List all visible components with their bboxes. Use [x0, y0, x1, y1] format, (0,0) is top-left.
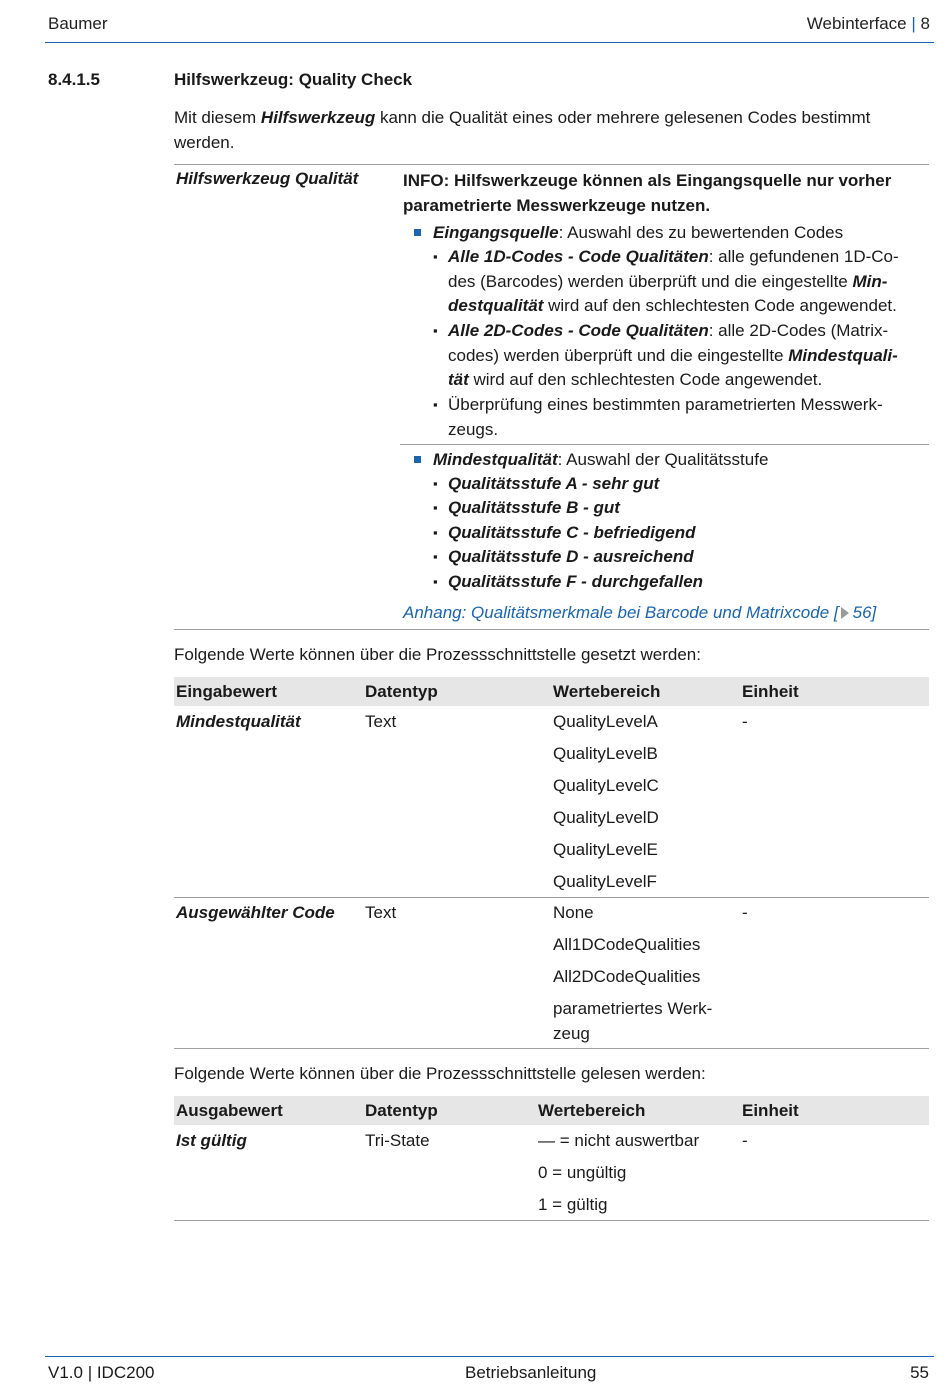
bullet-square-icon — [414, 456, 421, 463]
intro-text-1: Mit diesem — [174, 108, 261, 127]
set-row2-unit: - — [742, 903, 748, 922]
appendix-link-text: Anhang: Qualitätsmerkmale bei Barcode und Matrixcode [ — [403, 603, 839, 622]
page-ref-arrow-icon — [841, 607, 849, 619]
set-row2-value: zeug — [553, 1024, 590, 1043]
opt1-line2a: des (Barcodes) werden überprüft und die eingestellte — [448, 271, 853, 291]
opt2-line3a: tät — [448, 370, 469, 389]
reference-bottom-rule — [174, 629, 929, 630]
bullet-square-icon — [414, 229, 421, 236]
quality-level-f: Qualitätsstufe F - durchgefallen — [448, 572, 704, 591]
intro-text-3: werden. — [174, 132, 235, 152]
header-separator: | — [911, 14, 916, 33]
opt1-line3b: wird auf den schlechtesten Code angewendet. — [543, 296, 897, 315]
set-th-type: Datentyp — [365, 682, 438, 701]
header-section — [807, 14, 930, 34]
quality-level-a: Qualitätsstufe A - sehr gut — [448, 474, 660, 493]
header-rule — [45, 42, 934, 43]
get-row1-value: 1 = gültig — [538, 1195, 608, 1214]
set-row1-unit: - — [742, 712, 748, 731]
bullet-dot-icon: ▪ — [433, 397, 438, 412]
footer-page-number: 55 — [910, 1363, 929, 1382]
input-source-option-1d — [448, 245, 928, 319]
bullet-dot-icon: ▪ — [433, 249, 438, 264]
set-row1-value: QualityLevelA — [553, 712, 658, 731]
set-table-header — [174, 677, 929, 706]
set-th-range: Wertebereich — [553, 682, 661, 701]
opt3-line2: zeugs. — [448, 419, 499, 439]
get-th-type: Datentyp — [365, 1101, 438, 1120]
min-quality-desc: : Auswahl der Qualitätsstufe — [557, 450, 769, 469]
get-th-range: Wertebereich — [538, 1101, 646, 1120]
get-row1-value: 0 = ungültig — [538, 1163, 627, 1182]
bullet-dot-icon: ▪ — [433, 476, 438, 491]
set-row2-value: All2DCodeQualities — [553, 967, 701, 986]
intro-paragraph — [174, 106, 914, 155]
section-title: Hilfswerkzeug: Quality Check — [174, 70, 413, 89]
footer-rule — [45, 1356, 934, 1357]
get-th-output: Ausgabewert — [176, 1101, 283, 1120]
get-th-unit: Einheit — [742, 1101, 799, 1120]
min-quality-name: Mindestqualität — [433, 450, 558, 469]
set-row1-type: Text — [365, 712, 397, 731]
info-line-1: INFO: Hilfswerkzeuge können als Eingangsquelle nur vorher — [403, 171, 892, 190]
input-source-name: Eingangsquelle — [433, 223, 559, 242]
bullet-dot-icon: ▪ — [433, 525, 438, 540]
opt2-name: Alle 2D-Codes - Code Qualitäten — [448, 321, 709, 340]
quality-level-b: Qualitätsstufe B - gut — [448, 498, 620, 517]
opt2-line3b: wird auf den schlechtesten Code angewendet. — [468, 370, 823, 389]
get-row1-value: — = nicht auswertbar — [538, 1131, 700, 1150]
set-th-unit: Einheit — [742, 682, 799, 701]
appendix-link-page: 56] — [852, 603, 877, 622]
intro-emphasis: Hilfswerkzeug — [260, 108, 376, 127]
set-row2-value: All1DCodeQualities — [553, 935, 701, 954]
opt3-line1: Überprüfung eines bestimmten parametrierten Messwerk- — [448, 395, 883, 414]
reference-inner-rule — [400, 444, 929, 445]
footer-version: V1.0 | IDC200 — [48, 1363, 155, 1382]
opt1-line1: : alle gefundenen 1D-Co- — [708, 247, 899, 266]
set-row2-value: parametriertes Werk- — [553, 999, 713, 1018]
set-row1-value: QualityLevelC — [553, 776, 659, 795]
opt1-line2b: Min- — [852, 271, 888, 291]
set-row-divider — [174, 897, 929, 898]
opt1-name: Alle 1D-Codes - Code Qualitäten — [448, 247, 709, 266]
get-row1-unit: - — [742, 1131, 748, 1150]
intro-text-2: kann die Qualität eines oder mehrere gelesenen Codes bestimmt — [375, 108, 871, 127]
set-row1-name: Mindestqualität — [176, 712, 301, 731]
set-th-input: Eingabewert — [176, 682, 278, 701]
section-number: 8.4.1.5 — [48, 70, 100, 89]
bullet-dot-icon: ▪ — [433, 574, 438, 589]
header-chapter: 8 — [920, 14, 930, 33]
info-note — [403, 169, 923, 218]
input-source-option-tool — [448, 393, 928, 442]
get-values-intro: Folgende Werte können über die Prozessschnittstelle gelesen werden: — [174, 1064, 706, 1083]
get-row1-type: Tri-State — [365, 1131, 430, 1150]
quality-level-d: Qualitätsstufe D - ausreichend — [448, 547, 694, 566]
set-values-intro: Folgende Werte können über die Prozessschnittstelle gesetzt werden: — [174, 645, 701, 664]
set-row2-name: Ausgewählter Code — [176, 903, 335, 922]
reference-label: Hilfswerkzeug Qualität — [176, 169, 359, 188]
set-table-bottom-rule — [174, 1048, 929, 1049]
get-table-bottom-rule — [174, 1220, 929, 1221]
bullet-dot-icon: ▪ — [433, 323, 438, 338]
bullet-dot-icon: ▪ — [433, 549, 438, 564]
min-quality-item — [433, 448, 768, 473]
opt1-line3a: destqualität — [448, 296, 544, 315]
input-source-desc: : Auswahl des zu bewertenden Codes — [558, 223, 844, 242]
get-row1-name: Ist gültig — [176, 1131, 247, 1150]
opt2-line1: : alle 2D-Codes (Matrix- — [708, 321, 889, 340]
set-row1-value: QualityLevelD — [553, 808, 659, 827]
appendix-link[interactable] — [403, 603, 876, 623]
set-row1-value: QualityLevelB — [553, 744, 658, 763]
input-source-item — [433, 221, 843, 246]
opt2-line2a: codes) werden überprüft und die eingestellte — [448, 345, 789, 365]
set-row1-value: QualityLevelF — [553, 872, 657, 891]
info-line-2: parametrierte Messwerkzeuge nutzen. — [403, 195, 711, 215]
header-section-title: Webinterface — [806, 14, 907, 33]
set-row2-type: Text — [365, 903, 397, 922]
set-row2-value: None — [553, 903, 594, 922]
quality-level-c: Qualitätsstufe C - befriedigend — [448, 523, 696, 542]
header-company: Baumer — [48, 14, 108, 33]
bullet-dot-icon: ▪ — [433, 500, 438, 515]
input-source-option-2d — [448, 319, 928, 393]
footer-document: Betriebsanleitung — [465, 1363, 597, 1382]
reference-top-rule — [174, 164, 929, 165]
set-row1-value: QualityLevelE — [553, 840, 658, 859]
opt2-line2b: Mindestquali- — [788, 345, 898, 365]
